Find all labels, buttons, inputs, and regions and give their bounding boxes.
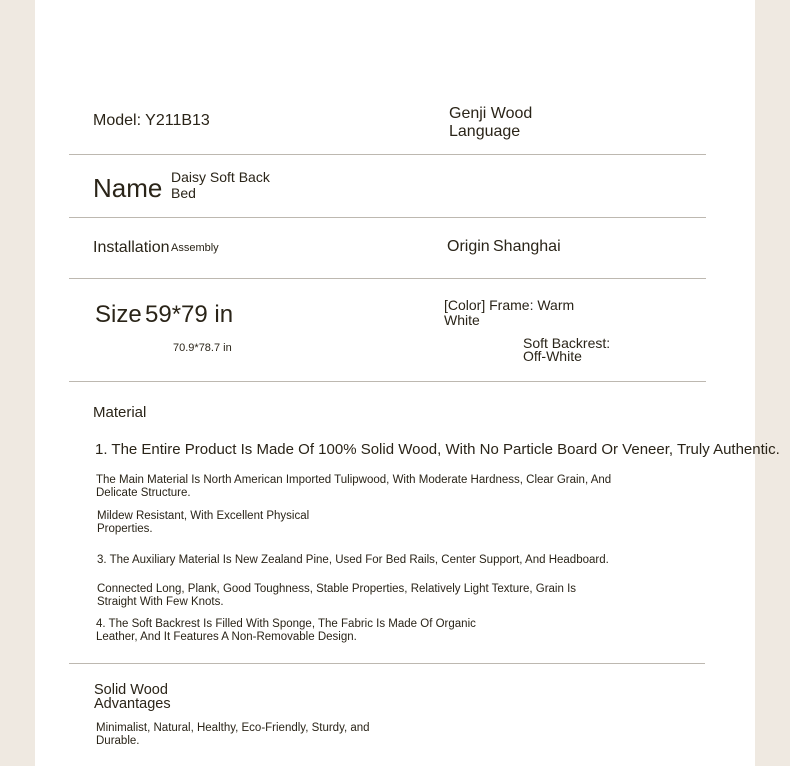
material-point-3a: 3. The Auxiliary Material Is New Zealand Pine, Used For Bed Rails, Center Support, And Headboard.: [97, 554, 609, 566]
divider: [69, 381, 706, 382]
name-value: Daisy Soft Back Bed: [171, 169, 270, 201]
divider: [69, 154, 706, 155]
name-label: Name: [93, 173, 163, 203]
material-heading: Material: [93, 404, 147, 421]
size-secondary: 70.9*78.7 in: [173, 342, 232, 354]
material-point-3b: Connected Long, Plank, Good Toughness, Stable Properties, Relatively Light Texture, Grain Is Straight With Few Knots.: [97, 583, 577, 608]
model-label: Model: Y211B13: [93, 112, 210, 129]
size-primary: 59*79 in: [145, 301, 234, 328]
material-point-1-container: [95, 441, 790, 463]
advantages-text: Minimalist, Natural, Healthy, Eco-Friendly, Sturdy, and Durable.: [96, 722, 370, 747]
color-frame: [Color] Frame: Warm White: [444, 297, 575, 328]
size-label: Size: [95, 301, 142, 328]
divider: [69, 217, 706, 218]
installation-value: Assembly: [171, 242, 219, 254]
material-point-2a: The Main Material Is North American Imported Tulipwood, With Moderate Hardness, Clear Grain, And Delicate Structure.: [96, 474, 612, 499]
origin-label: Origin: [447, 238, 490, 255]
divider: [69, 663, 705, 664]
series-value: Genji Wood Language: [449, 105, 533, 140]
material-point-4: 4. The Soft Backrest Is Filled With Sponge, The Fabric Is Made Of Organic Leather, And It Features A Non-Removable Design.: [96, 618, 476, 643]
spec-sheet: [35, 0, 755, 766]
origin-value: Shanghai: [493, 238, 561, 255]
divider: [69, 278, 706, 279]
installation-label: Installation: [93, 239, 170, 256]
material-point-2b: Mildew Resistant, With Excellent Physical Properties.: [97, 510, 310, 535]
color-backrest: Soft Backrest: Off-White: [523, 335, 611, 364]
material-point-1: 1. The Entire Product Is Made Of 100% Solid Wood, With No Particle Board Or Veneer, Truly Authentic.: [95, 441, 780, 458]
advantages-heading: Solid Wood Advantages: [94, 682, 171, 712]
